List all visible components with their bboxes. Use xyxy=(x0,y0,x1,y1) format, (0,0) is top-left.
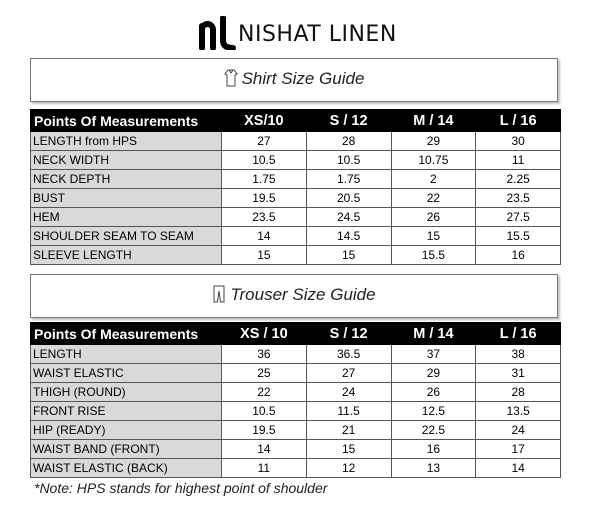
table-cell: 26 xyxy=(391,383,476,402)
measurement-label: FRONT RISE xyxy=(31,402,222,421)
table-row xyxy=(31,459,561,478)
table-cell: 23.5 xyxy=(476,189,561,208)
table-cell: 12 xyxy=(306,459,391,478)
measurement-label: SHOULDER SEAM TO SEAM xyxy=(31,227,222,246)
table-cell: 11 xyxy=(222,459,307,478)
shirt-guide-title: Shirt Size Guide xyxy=(241,69,365,88)
table-cell: 2.25 xyxy=(476,170,561,189)
table-cell: 17 xyxy=(476,440,561,459)
table-cell: 16 xyxy=(476,246,561,265)
column-header: M / 14 xyxy=(391,323,476,345)
brand-name: NISHAT LINEN xyxy=(238,22,397,47)
table-cell: 11 xyxy=(476,151,561,170)
measurement-label: WAIST ELASTIC xyxy=(31,364,222,383)
table-cell: 2 xyxy=(391,170,476,189)
table-cell: 37 xyxy=(391,345,476,364)
measurement-label: HIP (READY) xyxy=(31,421,222,440)
table-cell: 14 xyxy=(476,459,561,478)
table-cell: 24 xyxy=(476,421,561,440)
table-cell: 23.5 xyxy=(222,208,307,227)
table-header-row xyxy=(31,323,561,345)
table-row xyxy=(31,151,561,170)
table-row xyxy=(31,402,561,421)
measurement-label: LENGTH xyxy=(31,345,222,364)
table-cell: 20.5 xyxy=(306,189,391,208)
table-row xyxy=(31,440,561,459)
footnote: *Note: HPS stands for highest point of shoulder xyxy=(34,480,328,496)
table-cell: 11.5 xyxy=(306,402,391,421)
table-cell: 19.5 xyxy=(222,189,307,208)
table-cell: 13 xyxy=(391,459,476,478)
column-header: L / 16 xyxy=(476,110,561,132)
shirt-guide-header xyxy=(30,58,558,102)
table-row xyxy=(31,246,561,265)
trouser-guide-title: Trouser Size Guide xyxy=(230,285,376,304)
table-cell: 38 xyxy=(476,345,561,364)
measurement-label: NECK WIDTH xyxy=(31,151,222,170)
table-row xyxy=(31,189,561,208)
table-row xyxy=(31,132,561,151)
table-row xyxy=(31,170,561,189)
table-cell: 1.75 xyxy=(306,170,391,189)
table-cell: 12.5 xyxy=(391,402,476,421)
table-cell: 36.5 xyxy=(306,345,391,364)
measurement-label: SLEEVE LENGTH xyxy=(31,246,222,265)
brand-logo xyxy=(0,14,604,54)
table-cell: 22 xyxy=(222,383,307,402)
table-cell: 15 xyxy=(391,227,476,246)
table-cell: 14 xyxy=(222,227,307,246)
column-header: XS / 10 xyxy=(222,323,307,345)
table-cell: 1.75 xyxy=(222,170,307,189)
table-cell: 15 xyxy=(306,440,391,459)
measurement-label: BUST xyxy=(31,189,222,208)
table-cell: 27 xyxy=(306,364,391,383)
table-header-row xyxy=(31,110,561,132)
shirt-size-table xyxy=(30,109,561,265)
table-row xyxy=(31,383,561,402)
table-cell: 26 xyxy=(391,208,476,227)
table-row xyxy=(31,421,561,440)
trouser-size-table xyxy=(30,322,561,478)
table-cell: 13.5 xyxy=(476,402,561,421)
table-row xyxy=(31,227,561,246)
measurement-label: NECK DEPTH xyxy=(31,170,222,189)
trouser-guide-title-wrap xyxy=(31,285,557,305)
trouser-guide-header xyxy=(30,274,558,318)
shirt-guide-title-wrap xyxy=(31,69,557,89)
table-cell: 24.5 xyxy=(306,208,391,227)
table-cell: 29 xyxy=(391,132,476,151)
table-cell: 15 xyxy=(306,246,391,265)
table-row xyxy=(31,208,561,227)
table-cell: 22.5 xyxy=(391,421,476,440)
table-cell: 14.5 xyxy=(306,227,391,246)
table-cell: 10.75 xyxy=(391,151,476,170)
table-cell: 10.5 xyxy=(306,151,391,170)
measurement-label: HEM xyxy=(31,208,222,227)
column-header: S / 12 xyxy=(306,110,391,132)
table-cell: 36 xyxy=(222,345,307,364)
measurement-label: THIGH (ROUND) xyxy=(31,383,222,402)
column-header: Points Of Measurements xyxy=(31,110,222,132)
table-cell: 15.5 xyxy=(476,227,561,246)
measurement-label: LENGTH from HPS xyxy=(31,132,222,151)
table-cell: 16 xyxy=(391,440,476,459)
table-cell: 24 xyxy=(306,383,391,402)
table-cell: 22 xyxy=(391,189,476,208)
table-cell: 31 xyxy=(476,364,561,383)
table-cell: 28 xyxy=(476,383,561,402)
measurement-label: WAIST BAND (FRONT) xyxy=(31,440,222,459)
column-header: L / 16 xyxy=(476,323,561,345)
table-cell: 19.5 xyxy=(222,421,307,440)
table-row xyxy=(31,364,561,383)
table-cell: 30 xyxy=(476,132,561,151)
table-cell: 10.5 xyxy=(222,151,307,170)
table-cell: 25 xyxy=(222,364,307,383)
table-cell: 27.5 xyxy=(476,208,561,227)
column-header: S / 12 xyxy=(306,323,391,345)
column-header: M / 14 xyxy=(391,110,476,132)
table-cell: 15 xyxy=(222,246,307,265)
column-header: Points Of Measurements xyxy=(31,323,222,345)
table-cell: 10.5 xyxy=(222,402,307,421)
table-cell: 14 xyxy=(222,440,307,459)
measurement-label: WAIST ELASTIC (BACK) xyxy=(31,459,222,478)
column-header: XS/10 xyxy=(222,110,307,132)
table-row xyxy=(31,345,561,364)
shirt-icon xyxy=(224,69,238,87)
table-cell: 21 xyxy=(306,421,391,440)
nishat-logo-icon xyxy=(199,16,237,50)
table-cell: 27 xyxy=(222,132,307,151)
table-cell: 15.5 xyxy=(391,246,476,265)
table-cell: 29 xyxy=(391,364,476,383)
trouser-icon xyxy=(212,285,226,303)
table-cell: 28 xyxy=(306,132,391,151)
